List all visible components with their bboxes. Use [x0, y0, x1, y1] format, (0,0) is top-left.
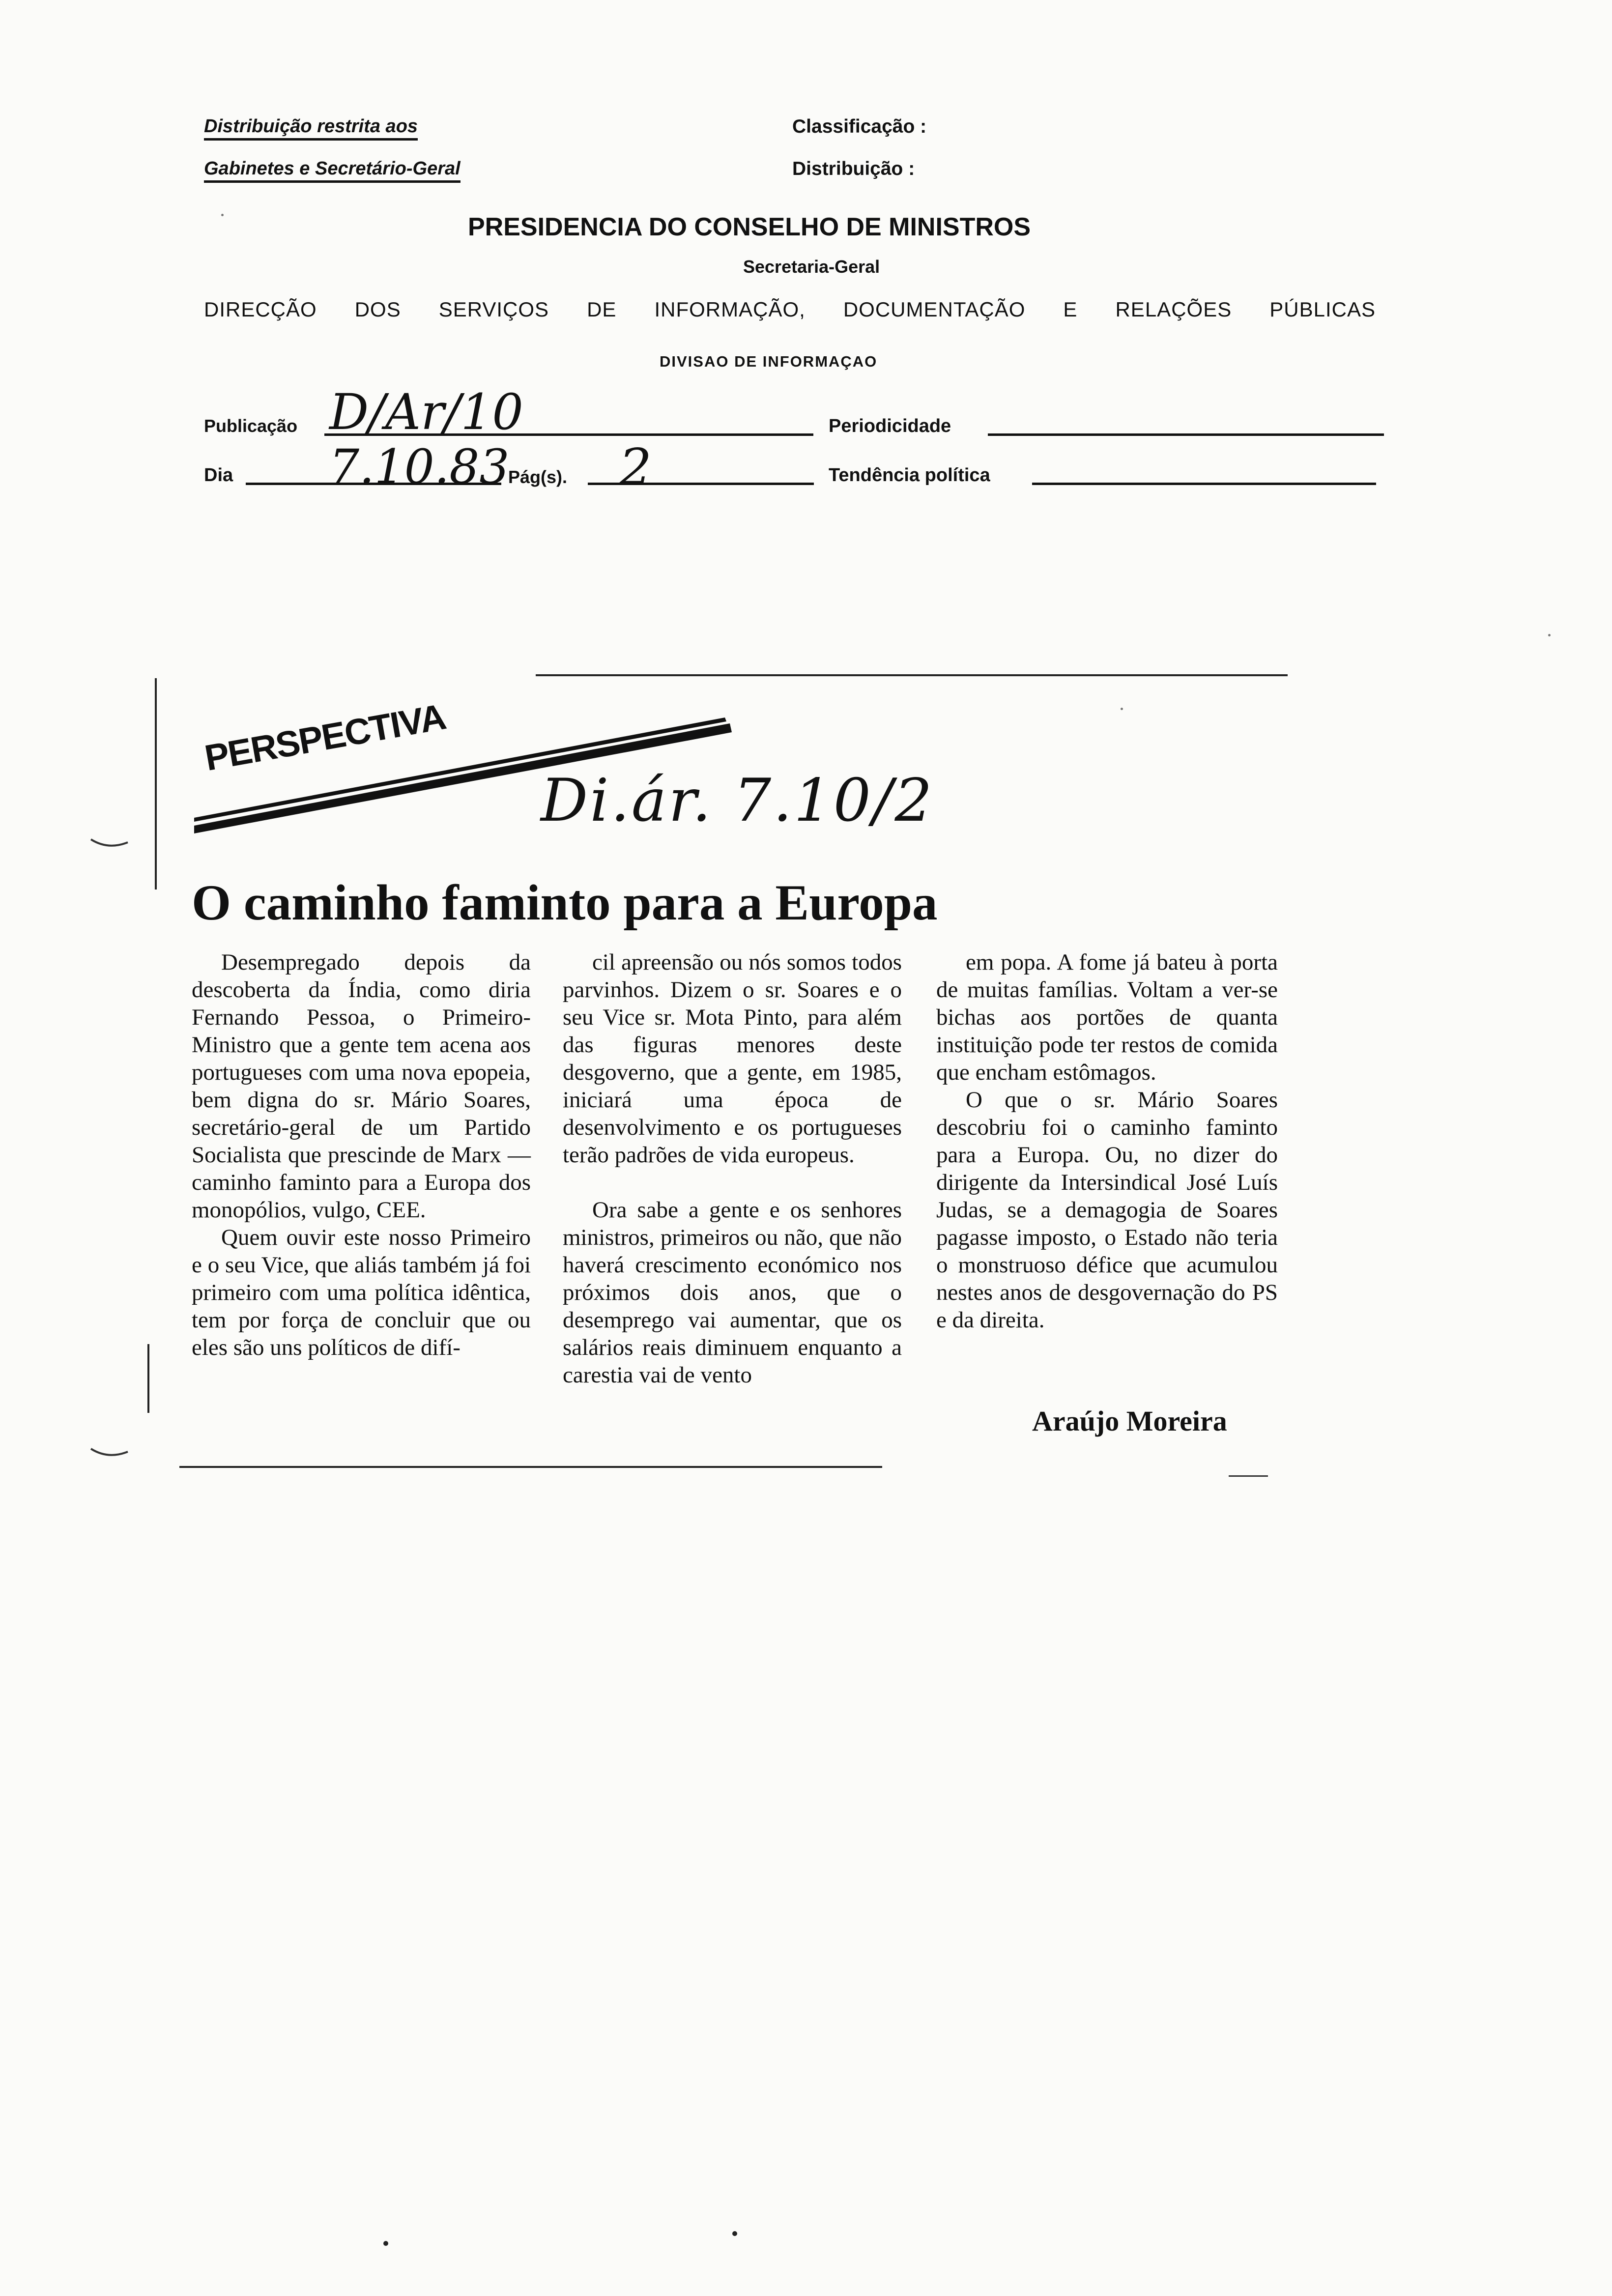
- handwritten-source-note: Di.ár. 7.10/2: [541, 767, 934, 835]
- restricted-distribution-line2: Gabinetes e Secretário-Geral: [204, 158, 461, 183]
- classification-label: Classificação :: [792, 116, 927, 137]
- section-label: PERSPECTIVA: [202, 696, 449, 779]
- tendency-fill-line: [1032, 483, 1376, 485]
- clipping-corner-mark: [1229, 1475, 1268, 1477]
- scan-speck: [1121, 708, 1123, 710]
- directorate-line: DIRECÇÃO DOS SERVIÇOS DE INFORMAÇÃO, DOCUMENTAÇÃO E RELAÇÕES PÚBLICAS: [204, 298, 1376, 321]
- scan-speck: [732, 2231, 737, 2236]
- scan-edge-mark: [88, 1445, 133, 1464]
- scan-edge-mark: [88, 835, 133, 855]
- day-handwritten-value: 7.10.83: [329, 439, 510, 494]
- clipping-top-rule: [536, 674, 1288, 676]
- article-column-3: [936, 948, 1278, 1334]
- article-column-2: [563, 948, 902, 1389]
- clipping-bottom-rule: [179, 1466, 882, 1468]
- pages-label: Pág(s).: [508, 467, 568, 487]
- article-paragraph: em popa. A fome já bateu à porta de muitas famílias. Voltam a ver-se bichas aos portões de quanta instituição pode ter restos de comida que encham estômagos.: [936, 949, 1278, 1085]
- restricted-distribution-line1: Distribuição restrita aos: [204, 116, 418, 141]
- headline: O caminho faminto para a Europa: [192, 875, 938, 931]
- article-paragraph: Desempregado depois da descoberta da Índia, como diria Fernando Pessoa, o Primeiro-Ministro que a gente tem acena aos portugueses com uma nova epopeia, bem digna do sr. Mário Soares, secretário-geral de um Partido Socialista que prescinde de Marx — caminho faminto para a Europa dos monopólios, vulgo, CEE.: [192, 949, 531, 1223]
- author-byline: Araújo Moreira: [1032, 1405, 1227, 1437]
- clipping-left-edge-lower: [147, 1344, 149, 1413]
- article-paragraph: O que o sr. Mário Soares descobriu foi o caminho faminto para a Europa. Ou, no dizer do dirigente da Intersindical José Luís Judas, se a demagogia de Soares pagasse imposto, o Estado não teria o monstruoso défice que acumulou nestes anos de desgovernação do PS e da direita.: [936, 1087, 1278, 1333]
- article-paragraph: cil apreensão ou nós somos todos parvinhos. Dizem o sr. Soares e o seu Vice sr. Mota Pinto, para além das figuras menores deste desgoverno, que a gente, em 1985, iniciará uma época de desenvolvimento e os portugueses terão padrões de vida europeus.: [563, 949, 902, 1168]
- publication-label: Publicação: [204, 416, 298, 436]
- clipping-left-edge: [155, 678, 157, 890]
- tendency-label: Tendência política: [829, 465, 990, 486]
- scan-speck: [1548, 634, 1551, 636]
- article-paragraph: Ora sabe a gente e os senhores ministros, primeiros ou não, que não haverá crescimento económico nos próximos dois anos, que o desemprego vai aumentar, que os salários reais diminuem enquanto a carestia vai de vento: [563, 1197, 902, 1388]
- publication-handwritten-value: D/Ar/10: [329, 383, 523, 441]
- pages-handwritten-value: 2: [619, 437, 652, 497]
- division-label: DIVISAO DE INFORMAÇAO: [660, 353, 878, 370]
- periodicity-label: Periodicidade: [829, 416, 951, 436]
- org-title: PRESIDENCIA DO CONSELHO DE MINISTROS: [468, 213, 1031, 241]
- periodicity-fill-line: [988, 433, 1384, 436]
- article-paragraph: Quem ouvir este nosso Primeiro e o seu Vice, que aliás também já foi primeiro com uma política idêntica, tem por força de concluir que ou eles são uns políticos de difí-: [192, 1225, 531, 1360]
- org-subtitle: Secretaria-Geral: [743, 257, 880, 277]
- scan-speck: [383, 2241, 388, 2246]
- day-label: Dia: [204, 465, 233, 486]
- scan-speck: [221, 214, 224, 216]
- distribution-label: Distribuição :: [792, 158, 915, 179]
- article-column-1: [192, 948, 531, 1361]
